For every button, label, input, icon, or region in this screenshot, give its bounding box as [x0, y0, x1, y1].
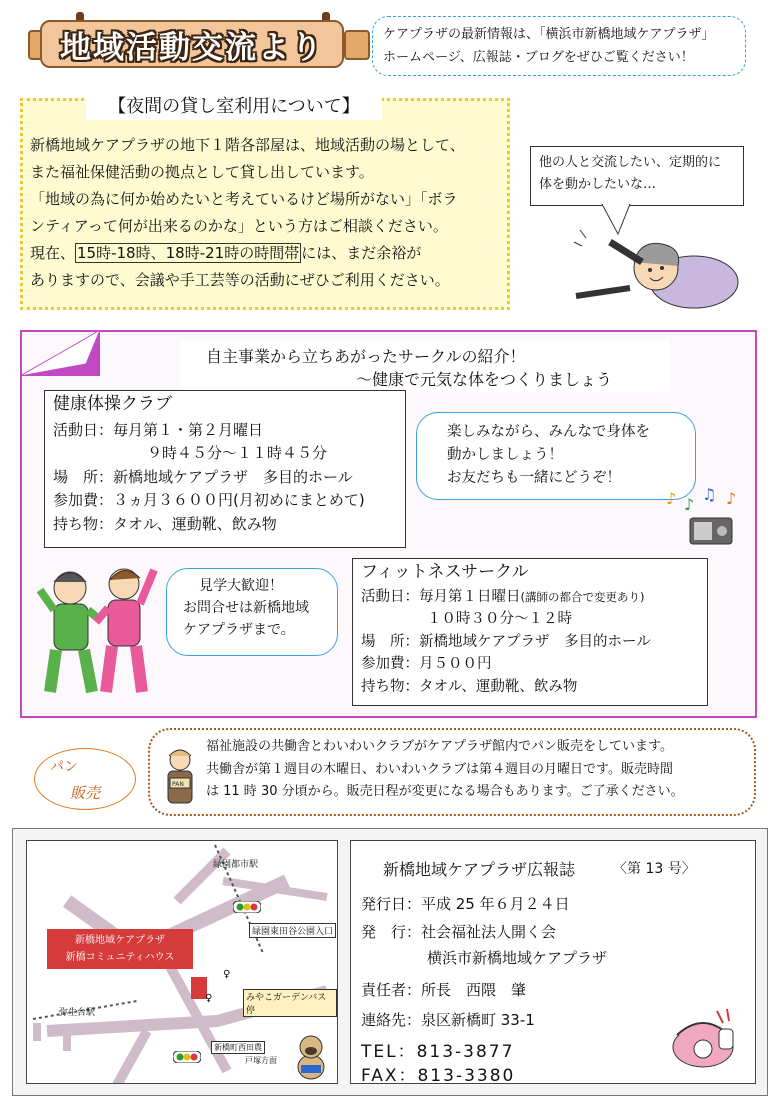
- bubble-enjoy-line-2: 動かしましょう！: [447, 447, 563, 463]
- night-rooms-title: 【夜間の貸し室利用について】: [86, 90, 382, 120]
- line5-pre: 現在、: [30, 244, 76, 262]
- speech-box-wish: [530, 146, 744, 206]
- info-notice-box: [372, 16, 746, 76]
- club-fitness-row-2: １０時３０分〜１２時: [427, 611, 572, 627]
- music-note-icon: ♫: [702, 488, 717, 504]
- bread-panel: [148, 728, 756, 816]
- time-slot-highlight: 15時-18時、18時-21時の時間帯: [77, 244, 300, 262]
- bubble-enjoy-line-3: お友だちも一緒にどうぞ！: [447, 470, 621, 486]
- map-junction-label: 新橋町西田農: [211, 1041, 265, 1054]
- pan-tag: PAN: [172, 781, 184, 788]
- club-fitness-name: フィットネスサークル: [361, 562, 529, 582]
- club-health-row-2: ９時４５分〜１１時４５分: [147, 444, 328, 462]
- lying-woman-illustration: [570, 222, 746, 314]
- circles-subheading: 〜健康で元気な体をつくりましょう: [356, 370, 613, 389]
- club-health-row-1: 活動日：毎月第１・第２月曜日: [53, 420, 264, 439]
- bubble-welcome-line-3: ケアプラザまで。: [183, 622, 295, 638]
- club-fitness-row-3: 場 所：新橋地域ケアプラザ 多目的ホール: [361, 633, 651, 650]
- pub-tel: TEL：813-3877: [361, 1042, 515, 1062]
- access-map: [26, 840, 338, 1084]
- map-park-label: 緑園東田谷公園入口: [249, 923, 336, 938]
- map-station-top: 緑園都市駅: [213, 860, 259, 870]
- club-health-row-5: 持ち物：タオル、運動靴、飲み物: [53, 514, 277, 533]
- bubble-enjoy-line-1: 楽しみながら、みんなで身体を: [447, 424, 650, 440]
- map-plaza-line-2: 新橋コミュニティハウス: [65, 952, 175, 963]
- circles-heading: 自主事業から立ちあがったサークルの紹介！: [206, 347, 526, 366]
- night-rooms-body: [30, 132, 506, 294]
- pub-issue: 〈第 13 号〉: [613, 861, 696, 877]
- night-rooms-line-4: ンティアって何が出来るのかな」という方はご相談ください。: [30, 217, 448, 235]
- music-note-icon: ♪: [666, 489, 677, 508]
- club-card-fitness: [352, 558, 708, 706]
- exercising-couple-illustration: [36, 560, 166, 700]
- bubble-welcome-line-1: 見学大歓迎！: [199, 578, 283, 594]
- bus-stop-icon: ♀: [205, 993, 213, 1004]
- pub-publisher-2: 横浜市新橋地域ケアプラザ: [427, 949, 608, 967]
- pub-publisher-1: 発 行：社会福祉法人開く会: [361, 923, 557, 941]
- map-bus-stop-label: みやこガーデンバス停: [243, 989, 337, 1017]
- bread-label-1: パン: [50, 759, 78, 775]
- traffic-light-icon: [233, 901, 261, 913]
- night-rooms-line-3: 「地域の為に何か始めたいと考えているけど場所がない」「ボラ: [30, 190, 458, 208]
- publication-info-box: [350, 840, 756, 1084]
- purple-corner-fold: [20, 330, 104, 378]
- night-rooms-line-5: [30, 240, 506, 267]
- title-banner: [14, 6, 362, 72]
- banner-right-tab: [344, 30, 370, 60]
- bubble-welcome: [166, 568, 338, 656]
- club-fitness-row-1a: 活動日：毎月第１日曜日: [361, 588, 521, 605]
- pub-date: 発行日：平成 25 年６月２４日: [361, 895, 570, 913]
- bread-line-2: 共働舎が第１週目の木曜日、わいわいクラブは第４週目の月曜日です。販売時間: [206, 761, 673, 777]
- club-health-row-4: 参加費：３ヵ月３６００円(月初めにまとめて): [53, 491, 365, 509]
- night-rooms-line-6: ありますので、会議や手工芸等の活動にぜひご利用ください。: [30, 271, 450, 289]
- pub-address: 連絡先：泉区新橋町 33-1: [361, 1011, 535, 1029]
- map-station-left: 弥生台駅: [59, 1008, 96, 1018]
- club-fitness-row-5: 持ち物：タオル、運動靴、飲み物: [361, 678, 578, 695]
- circles-heading-box: [180, 340, 670, 392]
- speech-wish-line-1: 他の人と交流したい、定期的に: [539, 155, 722, 170]
- bread-label-2: 販売: [70, 784, 101, 802]
- traffic-light-icon: [173, 1051, 201, 1063]
- bread-seller-illustration: [160, 744, 200, 810]
- map-direction-label: 戸塚方面: [245, 1056, 277, 1065]
- club-fitness-row-1: [361, 586, 699, 609]
- info-line-2: ホームページ、広報誌・ブログをぜひご覧ください！: [383, 50, 694, 65]
- telephone-icon: [667, 1005, 741, 1071]
- club-fitness-row-4: 参加費：月５００円: [361, 656, 492, 672]
- pub-title: 新橋地域ケアプラザ広報誌: [383, 860, 576, 879]
- night-rooms-line-2: また福祉保健活動の拠点として貸し出しています。: [30, 163, 374, 181]
- music-note-icon: ♪: [684, 495, 695, 514]
- club-health-name: 健康体操クラブ: [53, 394, 172, 414]
- club-health-row-3: 場 所：新橋地域ケアプラザ 多目的ホール: [53, 467, 353, 486]
- banner-title: 地域活動交流より: [40, 20, 344, 68]
- dog-illustration: [291, 1031, 331, 1081]
- bread-line-3: は 11 時 30 分頃から。販売日程が変更になる場合もあります。ご了承ください。: [206, 784, 684, 799]
- club-card-health: [44, 390, 406, 548]
- music-note-icon: ♪: [726, 489, 737, 508]
- radio-music-illustration: [640, 488, 750, 550]
- night-rooms-line-1: 新橋地域ケアプラザの地下１階各部屋は、地域活動の場として、: [30, 136, 465, 154]
- bread-line-1: 福祉施設の共働舎とわいわいクラブがケアプラザ館内でパン販売をしています。: [206, 739, 673, 754]
- map-plaza-label: [47, 929, 193, 969]
- pub-fax: FAX：813-3380: [361, 1066, 516, 1086]
- bubble-welcome-line-2: お問合せは新橋地域: [183, 600, 309, 616]
- speech-wish-line-2: 体を動かしたいな…: [539, 177, 657, 192]
- map-plaza-line-1: 新橋地域ケアプラザ: [75, 935, 165, 946]
- line5-post: には、まだ余裕が: [301, 244, 422, 262]
- bubble-enjoy: [416, 412, 696, 500]
- club-fitness-row-1b: (講師の都合で変更あり): [520, 589, 645, 604]
- pub-manager: 責任者：所長 西隈 肇: [361, 981, 527, 999]
- bus-stop-icon: ♀: [223, 969, 231, 980]
- info-line-1: ケアプラザの最新情報は、「横浜市新橋地域ケアプラザ」: [383, 27, 715, 42]
